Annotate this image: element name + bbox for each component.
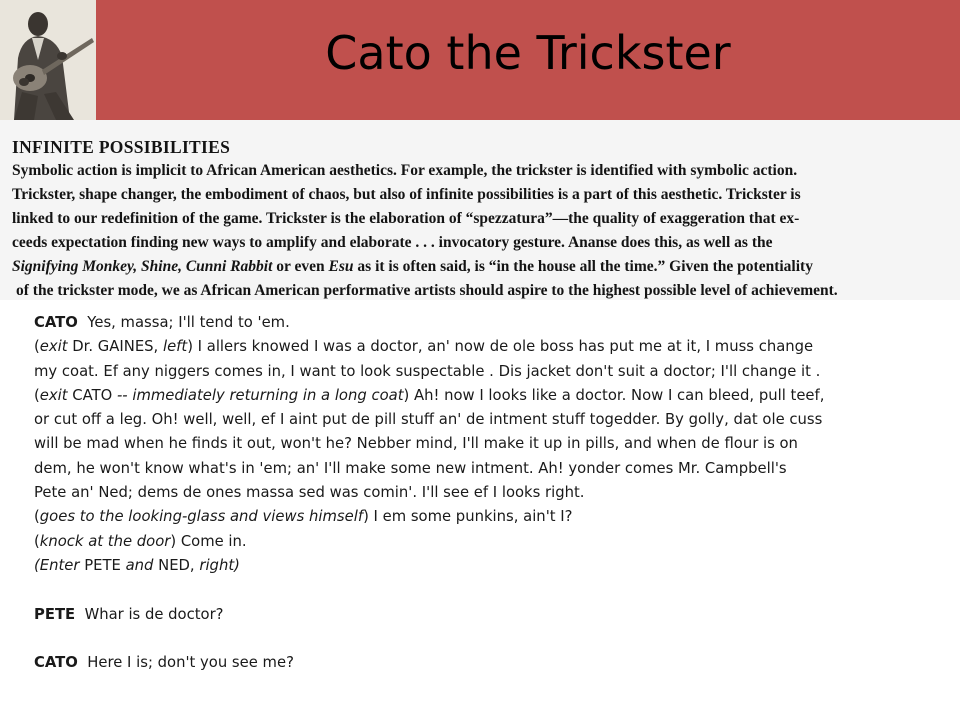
quote-italic: Signifying Monkey, Shine, Cunni Rabbit [12,258,273,275]
script-line [34,554,948,578]
dialogue-text: Here I is; don't you see me? [87,654,294,672]
speaker-name: PETE [34,605,76,623]
script-line [34,530,948,554]
script-line: my coat. Ef any niggers comes in, I want to look suspectable . Dis jacket don't suit a doctor; I'll change it . [34,362,821,380]
dialogue-text: PETE [79,556,126,574]
quote-text: as it is often said, is “in the house all the time.” Given the potentiality [353,258,813,275]
script-line: dem, he won't know what's in 'em; an' I'll make some new intment. Ah! yonder comes Mr. Campbell's [34,459,787,477]
stage-paren: ( [34,508,40,526]
script-line [34,603,948,627]
script-line: Pete an' Ned; dems de ones massa sed was comin'. I'll see ef I looks right. [34,484,585,502]
stage-paren: ( [34,386,40,404]
quote-line: linked to our redefinition of the game. Trickster is the elaboration of “spezzatura”—the quality of exaggeration that ex- [12,210,800,227]
stage-paren: ( [34,338,40,356]
speaker-name: CATO [34,314,78,331]
dialogue-text: Yes, massa; I'll tend to 'em. [87,314,290,331]
stage-direction: (Enter [34,556,80,574]
stage-direction: right) [199,556,240,574]
quote-line [12,255,958,279]
quote-italic: Esu [328,258,354,275]
quote-line: Trickster, shape changer, the embodiment of chaos, but also of infinite possibilities is a part of this aesthetic. Trickster is [12,186,801,203]
quote-line: ceeds expectation finding new ways to amplify and elaborate . . . invocatory gesture. Ananse does this, as well as the [12,234,773,251]
dialogue-text: NED, [153,556,200,574]
slide-title: Cato the Trickster [325,26,731,80]
script-line [34,651,948,675]
quote-heading: INFINITE POSSIBILITIES [12,137,231,157]
stage-direction: knock at the door [39,532,171,550]
stage-direction: and [125,556,154,574]
line-gap [34,578,948,602]
guitarist-photo-icon [0,0,96,120]
dialogue-text: ) I em some punkins, ain't I? [363,508,573,526]
dialogue-text: Dr. GAINES, [67,338,163,356]
stage-direction: exit [39,386,68,404]
quote-text: or even [272,258,329,275]
script-line [34,384,948,408]
stage-direction: goes to the looking-glass and views himself [39,508,364,526]
script-line [34,505,948,529]
script-line: or cut off a leg. Oh! well, well, ef I aint put de pill stuff an' de intment stuff togedder. By golly, dat ole cuss [34,411,823,429]
line-gap [34,627,948,651]
dialogue-text: ) Come in. [170,532,247,550]
script-line: will be mad when he finds it out, won't he? Nebber mind, I'll make it up in pills, and when de flour is on [34,435,798,453]
play-script [34,311,948,675]
stage-direction: left [162,338,188,356]
dialogue-text: Whar is de doctor? [84,605,224,623]
speaker-name: CATO [34,654,78,672]
dialogue-text: ) I allers knowed I was a doctor, an' now de ole boss has put me at it, I muss change [187,338,814,356]
quote-line: Symbolic action is implicit to African American aesthetics. For example, the trickster is identified with symbolic action. [12,162,798,179]
script-line [34,311,948,335]
quote-block [12,135,958,303]
script-line [34,335,948,359]
dialogue-text: ) Ah! now I looks like a doctor. Now I can bleed, pull teef, [403,386,825,404]
stage-direction: exit [39,338,68,356]
dialogue-text: CATO [67,386,117,404]
quote-line: of the trickster mode, we as African American performative artists should aspire to the highest possible level of achievement. [16,282,838,299]
stage-direction: -- immediately returning in a long coat [116,386,404,404]
stage-paren: ( [34,532,40,550]
guitarist-photo [0,0,96,120]
